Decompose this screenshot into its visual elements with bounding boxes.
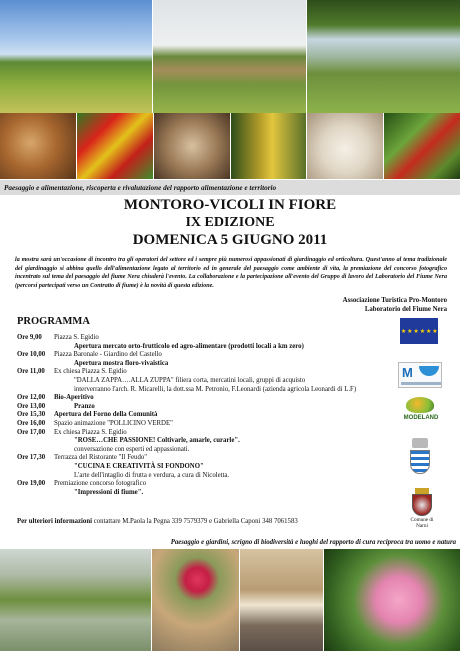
programme-entry [17,463,392,472]
programme-entry [17,446,392,455]
programme-entry [17,351,392,360]
logo-caption-bar [401,382,441,385]
entry-text: Piazza Baronale - Giardino del Castello [54,351,162,359]
leaf-icon [406,397,434,413]
rose-photo [152,549,240,651]
entry-text: Ex chiesa Piazza S. Egidio [54,428,127,436]
shield-icon [410,450,430,474]
entry-time: Ore 13,00 [17,402,46,410]
entry-text: Spazio animazione "POLLICINO VERDE" [54,419,173,427]
wave-icon [419,366,439,376]
sky-field-photo [0,0,153,113]
programme-entry [17,377,392,386]
programme-entry [17,420,392,429]
entry-time [17,386,54,395]
programme-entry [17,411,392,420]
barrel-photo [154,113,231,179]
vegetables-photo [77,113,154,179]
entry-text: Terrazza del Ristorante "Il Feudo" [54,454,148,462]
eu-flag-logo [400,318,438,344]
entry-text: Piazza S. Egidio [54,334,99,341]
programme-entry [17,472,392,481]
title-line-1: MONTORO-VICOLI IN FIORE [123,197,337,213]
programme-title: PROGRAMMA [17,316,90,327]
programme-entry [17,454,392,463]
garden-photo [0,549,152,651]
programme-entry [17,437,392,446]
bottom-photo-row [0,549,460,651]
entry-time: Ore 19,00 [17,480,46,488]
event-title [0,197,460,249]
programme-entry [17,403,392,412]
entry-text: Apertura mercato orto-frutticolo ed agro-alimentare (prodotti locali a km zero) [74,342,304,350]
entry-text: Bio-Aperitivo [54,394,94,402]
med-logo-letter: M [402,365,413,380]
top-theme-band: Paesaggio e alimentazione, riscoperta e rivalutazione del rapporto alimentazione e territorio [0,180,460,195]
bread-photo [0,113,77,179]
entry-text: Premiazione concorso fotografico [54,480,147,488]
organizer-2: Laboratorio del Fiume Nera [364,306,447,313]
entry-time [17,377,54,386]
hydrangea-photo [324,549,460,651]
entry-time: Ore 16,00 [17,419,46,427]
entry-time: Ore 9,00 [17,334,42,341]
programme-entry [17,480,392,489]
oil-photo [231,113,307,179]
entry-time: Ore 11,00 [17,368,45,376]
programme-entry [17,334,392,343]
street-photo [240,549,324,651]
programme-entry [17,360,392,369]
entry-time: Ore 17,30 [17,454,46,462]
programme-entry [17,429,392,438]
entry-time [17,446,54,455]
municipal-crest-logo [409,438,431,476]
entry-text: "ROSE…CHE PASSIONE! Coltivarle, amarle, curarle". [74,437,240,445]
entry-text: conversazione con esperti ed appassionati. [74,445,190,453]
food-photo-row [0,113,460,179]
programme-entry [17,368,392,377]
entry-text: Pranzo [74,402,95,410]
programme-entry [17,489,392,498]
flour-photo [307,113,384,179]
top-photo-row [0,0,460,113]
contact-label: Per ulteriori informazioni [17,518,92,525]
entry-text: interverranno l'arch. R. Micarelli, la dott.ssa M. Petronio, F.Leonardi (azienda agricola Leonardi di L.F) [74,385,357,393]
entry-text: "Impressioni di fiume". [74,488,144,496]
entry-time: Ore 15,30 [17,411,46,419]
entry-text: Apertura mostra floro-vivaistica [74,359,169,367]
fields-photo [153,0,307,113]
shield-icon [412,494,432,516]
modeland-logo [398,397,444,427]
title-line-3: DOMENICA 5 GIUGNO 2011 [132,232,328,248]
entry-time [17,472,54,481]
programme-entry [17,394,392,403]
entry-text: L'arte dell'intaglio di frutta e verdura, a cura di Nicoletta. [74,471,230,479]
programme-entry [17,386,392,395]
organizer-1: Associazione Turistica Pro-Montoro [342,297,447,304]
hills-photo [307,0,460,113]
med-programme-logo [398,362,442,388]
entry-time [17,489,54,498]
crest-top-icon [412,438,428,448]
eu-stars-icon: ★ ★ ★ ★ ★ ★ [400,327,438,335]
narni-label: Comune di Narni [410,517,434,529]
intro-text: la mostra sarà un'occasione di incontro tra gli operatori del settore ed i sempre più numerosi appassionati di giardinaggio ed orticoltura. Quest'anno al tema tradizionale del giardinaggio si abbina quello dell'alimentazione legato al territorio ed in generale del paesaggio come ambiente di vita, la premiazione del concorso fotografico incentrato sul tema del paesaggio del fiume Nera chiuderà l'evento. La collaborazione e la partecipazione all'evento del Gruppo di lavoro del Laboratorio del Fiume Nera (percorsi partecipati verso un Contratto di fiume) è la novità di questa edizione. [15,257,447,289]
entry-text: Apertura del Forno della Comunità [54,411,158,419]
contact-info [17,518,407,525]
entry-time [17,437,54,446]
entry-text: Ex chiesa Piazza S. Egidio [54,368,127,376]
entry-time: Ore 17,00 [17,428,46,436]
market-photo [384,113,460,179]
narni-crest-logo [406,488,438,529]
title-line-2: IX EDIZIONE [185,215,275,230]
programme-list [17,334,392,497]
entry-time [17,343,54,352]
programme-entry [17,343,392,352]
entry-text: "CUCINA E CREATIVITÀ SI FONDONO" [74,462,204,470]
modeland-label: MODELAND [403,415,439,421]
entry-time [17,463,54,472]
organizers [343,296,447,314]
entry-time [17,360,54,369]
entry-time: Ore 12,00 [17,394,46,402]
bottom-theme-band: Paesaggio e giardini, scrigno di biodiversità e luoghi del rapporto di cura reciproca tra uomo e natura [170,539,456,546]
entry-time: Ore 10,00 [17,351,46,359]
contact-text: contattare M.Paola la Pegna 339 7579379 e Gabriella Caponi 348 7061583 [93,518,298,525]
entry-text: "DALLA ZAPPA….ALLA ZUPPA" filiera corta, mercatini locali, gruppi di acquisto [74,376,306,384]
